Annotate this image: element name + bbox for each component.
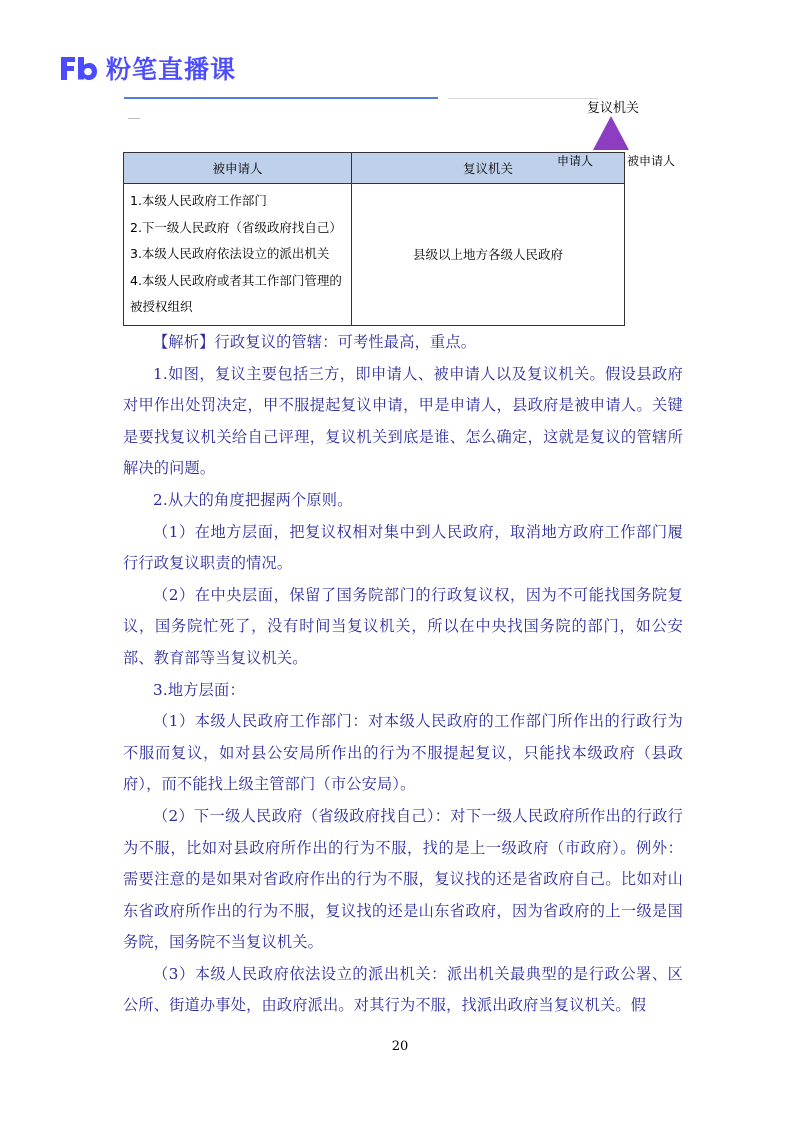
brand-name: 粉笔直播课 [106, 55, 237, 84]
paragraph: 3.地方层面： [153, 680, 245, 699]
list-item: 3.本级人民政府依法设立的派出机关 [130, 246, 330, 261]
page-number: 20 [391, 1039, 409, 1054]
list-item: 1.本级人民政府工作部门 [130, 193, 267, 208]
diagram-left-label: 申请人 [557, 154, 594, 168]
decorative-mark [128, 118, 140, 119]
respondent-list-cell [124, 184, 352, 326]
diagram-top-label: 复议机关 [587, 101, 640, 116]
brand-logo [58, 50, 236, 86]
table-row [124, 184, 625, 326]
table-header-cell: 复议机关 [352, 153, 625, 184]
list-item: 4.本级人民政府或者其工作部门管理的 [130, 272, 342, 288]
paragraph: （1）在地方层面，把复议权相对集中到人民政府，取消地方政府工作部门履行行政复议职责的情况。 [123, 522, 683, 573]
fb-logo-icon [58, 53, 98, 83]
table-header-cell: 被申请人 [124, 153, 352, 184]
list-item: 被授权组织 [130, 299, 193, 314]
jurisdiction-table [123, 152, 625, 326]
paragraph: （1）本级人民政府工作部门：对本级人民政府的工作部门所作出的行政行为不服而复议，如对县公安局所作出的行为不服提起复议，只能找本级政府（县政府），而不能找上级主管部门（市公安局）。 [123, 712, 683, 794]
header-divider [124, 97, 438, 99]
paragraph: （2）下一级人民政府（省级政府找自己）：对下一级人民政府所作出的行政行为不服，比如对县政府所作出的行为不服，找的是上一级政府（市政府）。例外：需要注意的是如果对省政府作出的行为不服，复议找的还是省政府自己。比如对山东省政府所作出的行为不服，复议找的还是山东省政府，因为省政府的上一级是国务院，国务院不当复议机关。 [123, 806, 683, 952]
analysis-body [123, 327, 683, 1022]
paragraph: （2）在中央层面，保留了国务院部门的行政复议权，因为不可能找国务院复议，国务院忙死了，没有时间当复议机关，所以在中央找国务院的部门，如公安部、教育部等当复议机关。 [123, 585, 683, 667]
review-organ-cell: 县级以上地方各级人民政府 [352, 184, 625, 326]
triangle-diagram-icon [593, 116, 629, 150]
header-divider-faint [448, 98, 598, 99]
diagram-right-label: 被申请人 [627, 154, 676, 168]
paragraph: 2.从大的角度把握两个原则。 [153, 490, 353, 509]
paragraph: 1.如图，复议主要包括三方，即申请人、被申请人以及复议机关。假设县政府对甲作出处罚决定，甲不服提起复议申请，甲是申请人，县政府是被申请人。关键是要找复议机关给自己评理，复议机关到底是谁、怎么确定，这就是复议的管辖所解决的问题。 [123, 364, 683, 478]
paragraph: （3）本级人民政府依法设立的派出机关：派出机关最典型的是行政公署、区公所、街道办事处，由政府派出。对其行为不服，找派出政府当复议机关。假 [123, 964, 683, 1015]
paragraph: 【解析】行政复议的管辖：可考性最高，重点。 [153, 333, 477, 351]
list-item: 2.下一级人民政府（省级政府找自己） [130, 219, 342, 235]
table-header-row [124, 153, 625, 184]
